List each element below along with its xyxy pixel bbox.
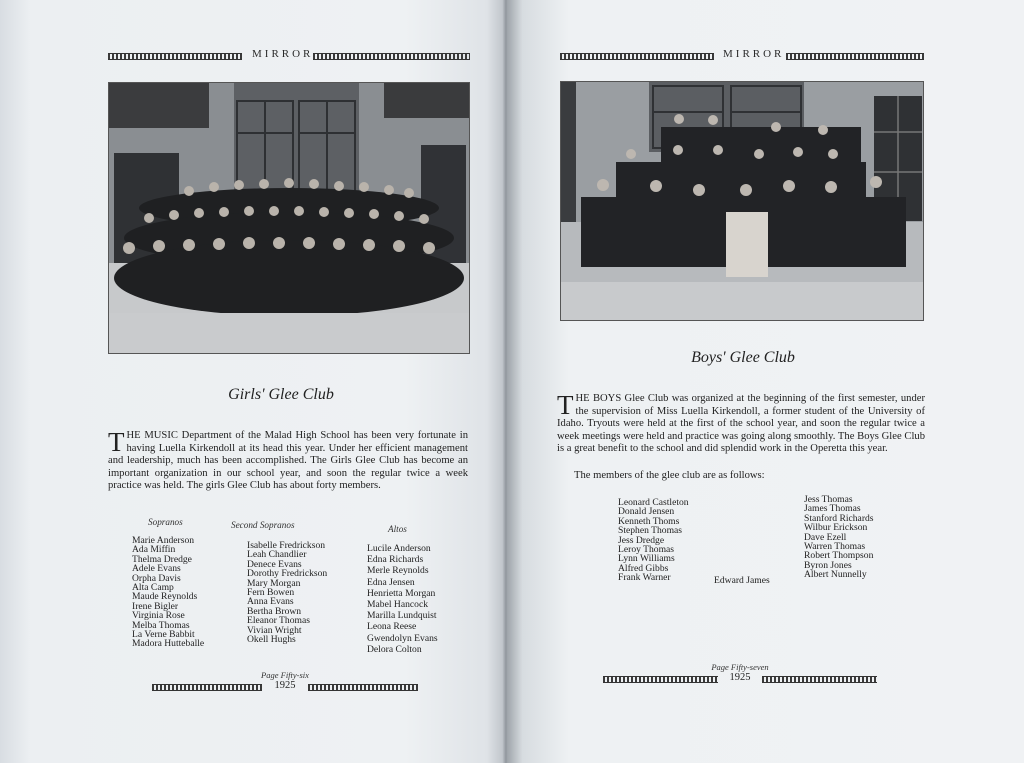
footer-rule-right (762, 676, 877, 683)
page-number: Page Fifty-seven (711, 662, 769, 672)
name-entry: Gwendolyn Evans (367, 632, 438, 644)
boys-glee-club-photo (560, 81, 924, 321)
sopranos-heading: Sopranos (148, 517, 183, 527)
girls-glee-club-photo (108, 82, 470, 354)
name-entry: Albert Nunnelly (804, 569, 867, 581)
name-entry: Madora Hutteballe (132, 638, 205, 650)
name-entry: Jess Thomas (804, 494, 853, 505)
footer-rule-left (603, 676, 718, 683)
left-footer (152, 670, 418, 694)
header-rule-right (786, 53, 924, 60)
name-entry: Frank Warner (618, 572, 671, 584)
name-entry: Melba Thomas (132, 619, 190, 631)
footer-rule-right (308, 684, 418, 691)
name-entry: Byron Jones (804, 559, 852, 571)
name-entry: Delora Colton (367, 643, 422, 655)
name-entry: Adele Evans (132, 563, 181, 575)
name-entry: Leonard Castleton (618, 497, 689, 508)
name-entry: Lucile Anderson (367, 543, 431, 554)
boys-members-left (618, 498, 689, 583)
second-sopranos-list (247, 541, 327, 644)
boys-club-paragraph (557, 390, 925, 456)
photo-illustration (561, 82, 923, 320)
name-entry: Isabelle Fredrickson (247, 540, 326, 551)
boys-club-title: Boys' Glee Club (691, 349, 795, 366)
header-rule-left (560, 53, 714, 60)
name-entry: Alfred Gibbs (618, 562, 669, 574)
name-entry: Edna Richards (367, 554, 424, 566)
name-entry: Fern Bowen (247, 587, 295, 599)
left-page (0, 0, 507, 763)
altos-heading: Altos (388, 524, 407, 534)
name-entry: Maude Reynolds (132, 591, 198, 603)
name-entry: Orpha Davis (132, 572, 181, 584)
header-title: MIRROR (723, 48, 785, 60)
name-entry: Denece Evans (247, 558, 302, 570)
girls-club-paragraph (108, 427, 468, 493)
name-entry: Merle Reynolds (367, 565, 429, 577)
right-page (507, 0, 1024, 763)
right-header (560, 49, 924, 63)
name-entry: Stanford Richards (804, 512, 874, 524)
name-entry: Warren Thomas (804, 541, 866, 553)
name-entry: Irene Bigler (132, 600, 179, 612)
name-entry: Donald Jensen (618, 506, 675, 518)
right-footer (603, 662, 877, 686)
name-entry: Leah Chandlier (247, 549, 307, 561)
name-entry: Ada Miffin (132, 544, 176, 556)
year-label: 1925 (729, 672, 751, 683)
name-entry: Virginia Rose (132, 610, 185, 622)
members-intro: The members of the glee club are as follows: (574, 470, 765, 481)
boys-members-right (804, 495, 874, 580)
left-header (108, 49, 470, 63)
name-entry: Dave Ezell (804, 531, 847, 543)
name-entry: Mary Morgan (247, 577, 301, 589)
page-number: Page Fifty-six (261, 670, 309, 680)
name-entry: Robert Thompson (804, 550, 874, 562)
name-entry: Okell Hughs (247, 634, 296, 646)
dropcap: T (557, 390, 574, 420)
name-entry: Marie Anderson (132, 535, 195, 546)
altos-list (367, 543, 438, 655)
name-entry: La Verne Babbit (132, 629, 195, 641)
dropcap: T (108, 427, 125, 457)
name-entry: Leona Reese (367, 621, 417, 633)
header-title: MIRROR (252, 48, 314, 60)
name-entry: Dorothy Fredrickson (247, 568, 328, 580)
paragraph-text: HE MUSIC Department of the Malad High School has been very fortunate in having Luella Kirkendoll at its head this year. Under her efficient management and leadership, much has been accomplished. The Girls Glee Club has become an important organization in our school year, and soon the regular twice a week practice was held. The girls Glee Club has about forty members. (108, 430, 468, 492)
name-entry: Alta Camp (132, 582, 174, 594)
footer-rule-left (152, 684, 262, 691)
name-entry: Marilla Lundquist (367, 610, 437, 622)
name-entry: Lynn Williams (618, 553, 675, 565)
photo-illustration (109, 83, 469, 353)
name-entry: Stephen Thomas (618, 525, 683, 537)
header-rule-right (313, 53, 470, 60)
second-sopranos-heading: Second Sopranos (231, 520, 295, 530)
name-entry: Kenneth Thoms (618, 515, 680, 527)
girls-club-title: Girls' Glee Club (228, 386, 334, 403)
name-entry: Mabel Hancock (367, 599, 429, 611)
name-entry: Anna Evans (247, 596, 294, 608)
name-entry: Eleanor Thomas (247, 615, 310, 627)
header-rule-left (108, 53, 242, 60)
name-entry: Leroy Thomas (618, 544, 675, 556)
name-entry: Edna Jensen (367, 576, 415, 588)
name-entry: Thelma Dredge (132, 553, 192, 565)
year-label: 1925 (274, 680, 296, 691)
sopranos-list (132, 536, 204, 649)
name-entry: Henrietta Morgan (367, 587, 436, 599)
name-entry: Jess Dredge (618, 534, 665, 546)
name-entry: James Thomas (804, 503, 861, 515)
name-entry: Bertha Brown (247, 605, 302, 617)
boys-member-center: Edward James (714, 575, 770, 586)
paragraph-text: HE BOYS Glee Club was organized at the beginning of the first semester, under the supervision of Miss Luella Kirkendoll, a former student of the University of Idaho. Tryouts were held at the first of the school year, and soon the regular twice a week meetings were held and practice was going along smoothly. The Boys Glee Club is a great benefit to the school and did splendid work in the Operetta this year. (557, 393, 925, 455)
name-entry: Wilbur Erickson (804, 522, 868, 534)
name-entry: Vivian Wright (247, 624, 302, 636)
year-row (603, 672, 877, 686)
year-row (152, 680, 418, 694)
